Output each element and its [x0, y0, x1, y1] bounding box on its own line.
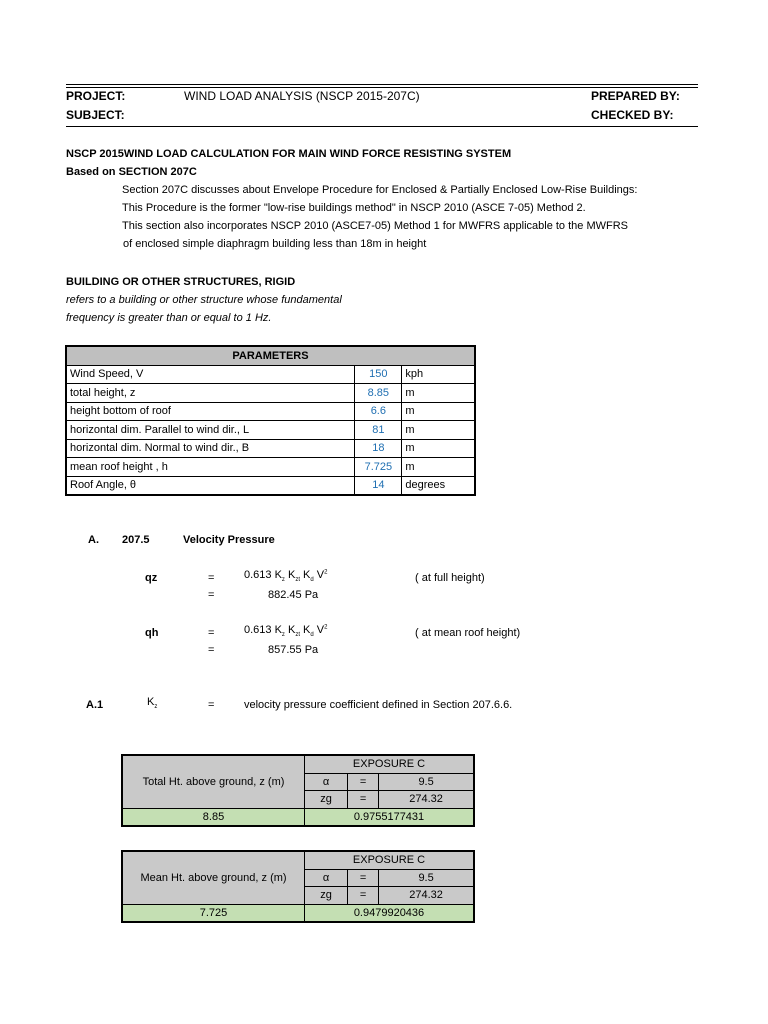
param-unit: degrees	[402, 476, 475, 495]
param-value[interactable]: 81	[355, 421, 402, 440]
param-row-roof-angle	[66, 476, 475, 495]
intro-line-1: Section 207C discusses about Envelope Procedure for Enclosed & Partially Enclosed Low-Rise Buildings:	[122, 184, 638, 196]
exposure-table-mean-height	[121, 850, 475, 923]
intro-line-2: This Procedure is the former "low-rise buildings method" in NSCP 2010 (ASCE 7-05) Method 2.	[122, 202, 586, 214]
alpha-label: α	[305, 869, 348, 887]
result-height: 8.85	[122, 808, 305, 826]
project-label: PROJECT:	[66, 89, 126, 103]
qz-formula: 0.613 $K_z$ $K_{zt}$ $K_d$ $V^2$	[244, 569, 328, 584]
param-row-breadth	[66, 439, 475, 458]
param-row-total-height	[66, 384, 475, 403]
intro-title: NSCP 2015WIND LOAD CALCULATION FOR MAIN WIND FORCE RESISTING SYSTEM	[66, 148, 512, 160]
param-value[interactable]: 7.725	[355, 458, 402, 477]
exposure-left-label: Total Ht. above ground, z (m)	[122, 755, 305, 808]
exposure-table-full-height	[121, 754, 475, 827]
param-value[interactable]: 6.6	[355, 402, 402, 421]
alpha-equals: =	[348, 773, 379, 791]
param-label: Wind Speed, V	[66, 365, 355, 384]
zg-value: 274.32	[379, 887, 474, 905]
param-label: total height, z	[66, 384, 355, 403]
subject-label: SUBJECT:	[66, 108, 125, 122]
qh-label: qh	[145, 627, 159, 639]
param-label: horizontal dim. Normal to wind dir., B	[66, 439, 355, 458]
a1-label: A.1	[86, 699, 104, 711]
alpha-value: 9.5	[379, 773, 474, 791]
param-row-mean-roof-height	[66, 458, 475, 477]
a1-k-symbol: $K_z$	[147, 696, 158, 711]
qh-formula: 0.613 $K_z$ $K_{zt}$ $K_d$ $V^2$	[244, 624, 328, 639]
a1-description: velocity pressure coefficient defined in Section 207.6.6.	[244, 699, 513, 711]
param-unit: m	[402, 458, 475, 477]
zg-equals: =	[348, 887, 379, 905]
intro-line-3: This section also incorporates NSCP 2010 (ASCE7-05) Method 1 for MWFRS applicable to the MWFRS	[122, 220, 628, 232]
qh-value: 857.55 Pa	[268, 644, 319, 656]
param-row-length	[66, 421, 475, 440]
rigid-desc-1: refers to a building or other structure whose fundamental	[66, 294, 342, 306]
velocity-title: Velocity Pressure	[183, 534, 275, 546]
alpha-label: α	[305, 773, 348, 791]
param-value[interactable]: 8.85	[355, 384, 402, 403]
velocity-section: 207.5	[122, 534, 150, 546]
intro-line-4: of enclosed simple diaphragm building less than 18m in height	[123, 238, 427, 250]
rigid-title: BUILDING OR OTHER STRUCTURES, RIGID	[66, 276, 296, 288]
param-label: height bottom of roof	[66, 402, 355, 421]
qz-equals: =	[208, 572, 215, 584]
param-unit: m	[402, 439, 475, 458]
result-kz: 0.9479920436	[305, 904, 475, 922]
alpha-value: 9.5	[379, 869, 474, 887]
param-unit: kph	[402, 365, 475, 384]
param-unit: m	[402, 421, 475, 440]
qz-note: ( at full height)	[415, 572, 485, 584]
zg-equals: =	[348, 791, 379, 809]
param-label: Roof Angle, θ	[66, 476, 355, 495]
qh-note: ( at mean roof height)	[415, 627, 521, 639]
param-row-wind-speed	[66, 365, 475, 384]
a1-equals: =	[208, 699, 215, 711]
qh-equals-2: =	[208, 644, 215, 656]
header-rule-bottom	[66, 126, 698, 127]
param-row-height-bottom-roof	[66, 402, 475, 421]
intro-based-on: Based on SECTION 207C	[66, 166, 197, 178]
param-value[interactable]: 14	[355, 476, 402, 495]
param-unit: m	[402, 384, 475, 403]
param-unit: m	[402, 402, 475, 421]
exposure-left-label: Mean Ht. above ground, z (m)	[122, 851, 305, 904]
zg-value: 274.32	[379, 791, 474, 809]
qz-equals-2: =	[208, 589, 215, 601]
parameters-title: PARAMETERS	[66, 346, 475, 365]
qh-equals: =	[208, 627, 215, 639]
result-kz: 0.9755177431	[305, 808, 475, 826]
exposure-title: EXPOSURE C	[305, 755, 475, 773]
project-value: WIND LOAD ANALYSIS (NSCP 2015-207C)	[184, 89, 420, 103]
header-rule-top-double	[66, 87, 698, 88]
header-rule-top	[66, 84, 698, 85]
zg-label: zg	[305, 887, 348, 905]
qz-label: qz	[145, 572, 158, 584]
prepared-by-label: PREPARED BY:	[591, 89, 680, 103]
alpha-equals: =	[348, 869, 379, 887]
result-height: 7.725	[122, 904, 305, 922]
param-value[interactable]: 150	[355, 365, 402, 384]
exposure-title: EXPOSURE C	[305, 851, 475, 869]
param-label: horizontal dim. Parallel to wind dir., L	[66, 421, 355, 440]
checked-by-label: CHECKED BY:	[591, 108, 674, 122]
rigid-desc-2: frequency is greater than or equal to 1 Hz.	[66, 312, 272, 324]
param-value[interactable]: 18	[355, 439, 402, 458]
param-label: mean roof height , h	[66, 458, 355, 477]
velocity-letter: A.	[88, 534, 99, 546]
parameters-table	[65, 345, 476, 496]
qz-value: 882.45 Pa	[268, 589, 319, 601]
zg-label: zg	[305, 791, 348, 809]
